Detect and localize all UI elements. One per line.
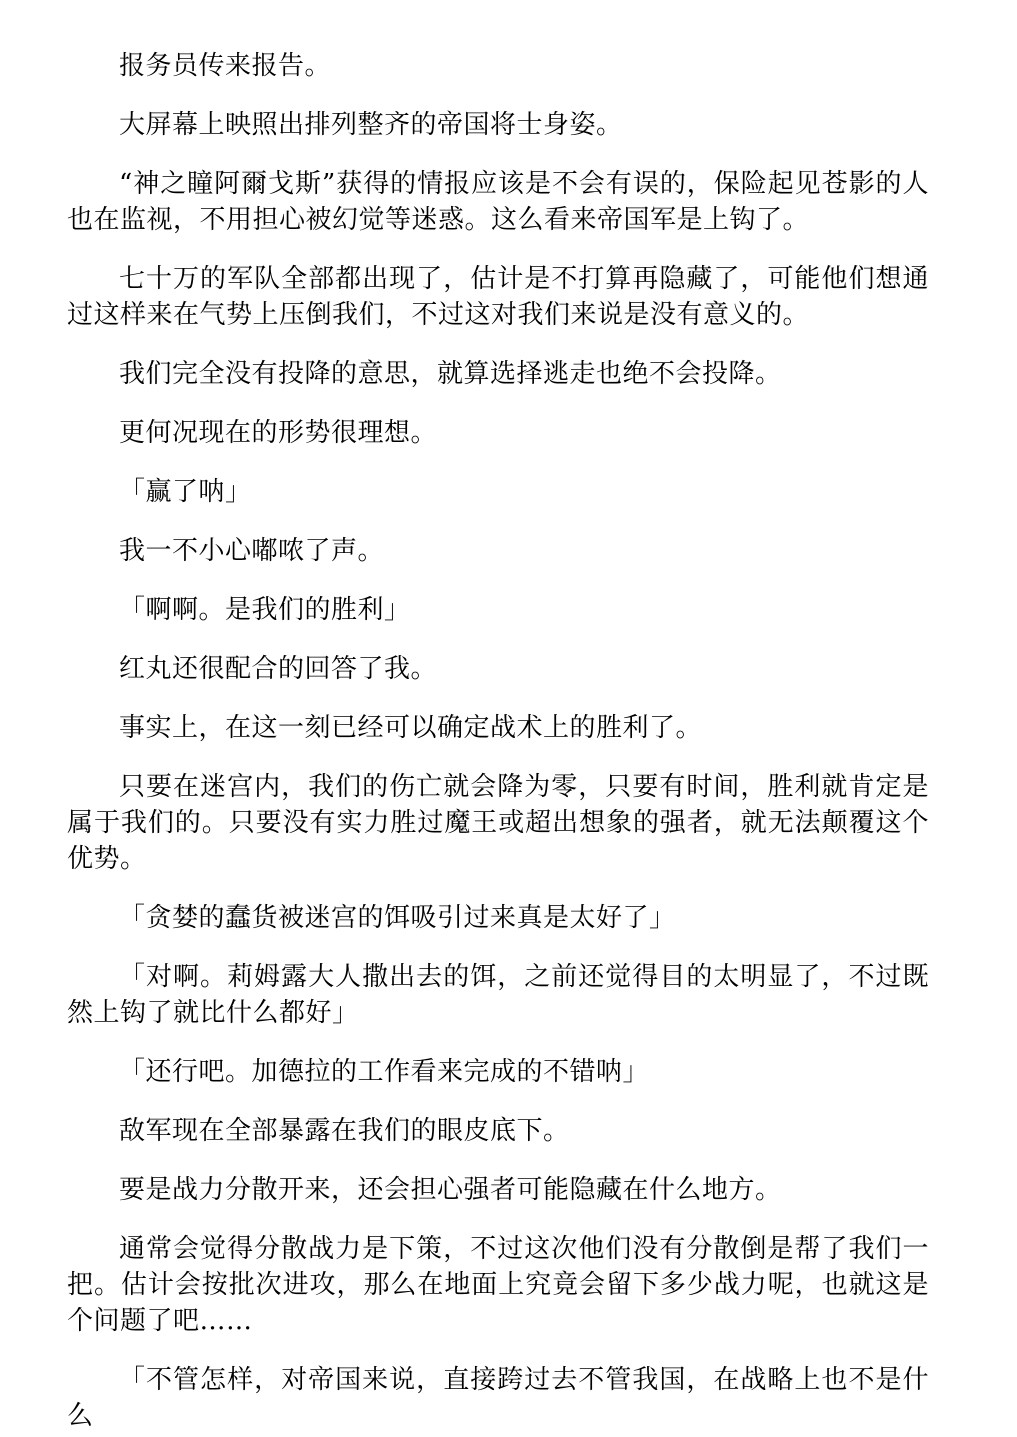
paragraph: 我们完全没有投降的意思，就算选择逃走也绝不会投降。 [119,359,782,389]
paragraph: 只要在迷宫内，我们的伤亡就会降为零，只要有时间，胜利就肯定是属于我们的。只要没有实力胜过魔王或超出想象的强者，就无法颠覆这个优势。 [67,772,929,874]
paragraph: 报务员传来报告。 [119,51,332,81]
paragraph: 通常会觉得分散战力是下策，不过这次他们没有分散倒是帮了我们一把。估计会按批次进攻，那么在地面上究竟会留下多少战力呢，也就这是个问题了吧…… [67,1234,929,1336]
paragraph: 「赢了呐」 [119,477,252,507]
text-body [67,48,929,1437]
paragraph: 七十万的军队全部都出现了，估计是不打算再隐藏了，可能他们想通过这样来在气势上压倒我们，不过这对我们来说是没有意义的。 [67,264,929,330]
paragraph: 要是战力分散开来，还会担心强者可能隐藏在什么地方。 [119,1175,782,1205]
paragraph: 「不管怎样，对帝国来说，直接跨过去不管我国，在战略上也不是什么 [67,1365,929,1431]
paragraph: 我一不小心嘟哝了声。 [119,536,385,566]
paragraph: 事实上，在这一刻已经可以确定战术上的胜利了。 [119,713,703,743]
paragraph: 更何况现在的形势很理想。 [119,418,438,448]
paragraph: 大屏幕上映照出排列整齐的帝国将士身姿。 [119,110,623,140]
paragraph: 「啊啊。是我们的胜利」 [119,595,411,625]
paragraph: 敌军现在全部暴露在我们的眼皮底下。 [119,1116,570,1146]
paragraph: “神之瞳阿爾戈斯”获得的情报应该是不会有误的，保险起见苍影的人也在监视，不用担心被幻觉等迷惑。这么看来帝国军是上钩了。 [67,169,929,235]
paragraph: 「对啊。莉姆露大人撒出去的饵，之前还觉得目的太明显了，不过既然上钩了就比什么都好」 [67,962,929,1028]
paragraph: 红丸还很配合的回答了我。 [119,654,438,684]
paragraph: 「还行吧。加德拉的工作看来完成的不错呐」 [119,1057,650,1087]
paragraph: 「贪婪的蠢货被迷宫的饵吸引过来真是太好了」 [119,903,676,933]
